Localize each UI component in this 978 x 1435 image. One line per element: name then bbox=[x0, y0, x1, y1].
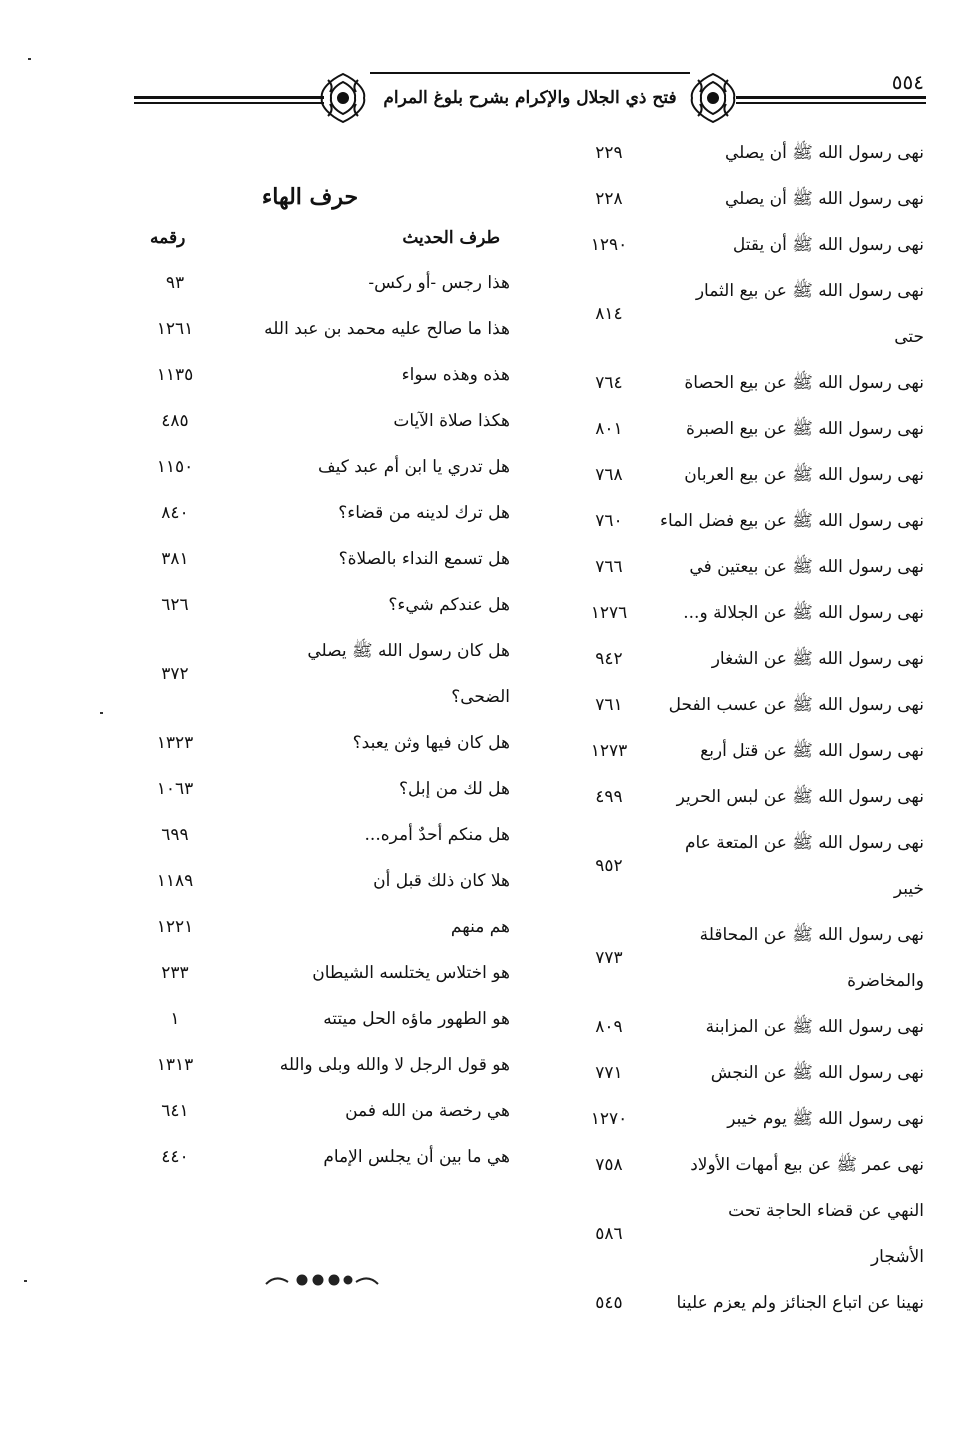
entry-number: ٨١٤ bbox=[595, 304, 623, 324]
entry-text-line: هكذا صلاة الآيات bbox=[393, 411, 510, 431]
entry-number: ٧٦٨ bbox=[595, 465, 623, 485]
entry-number: ٧٦٤ bbox=[595, 373, 623, 393]
entry-text bbox=[669, 268, 924, 360]
entry-text bbox=[270, 536, 510, 582]
entry-number: ١٢٢١ bbox=[156, 917, 194, 937]
entry-text-line: هل تسمع النداء بالصلاة؟ bbox=[338, 549, 510, 569]
entry-number: ٩٤٢ bbox=[595, 649, 623, 669]
header-rule-top bbox=[370, 72, 690, 74]
entry-text bbox=[669, 1280, 924, 1326]
entry-text bbox=[669, 820, 924, 912]
entry-text bbox=[270, 904, 510, 950]
entry-text-line: نهى رسول الله ﷺ عن بيع العربان bbox=[684, 465, 924, 485]
entry-text-line: هو الطهور ماؤه الحل ميتته bbox=[323, 1009, 510, 1029]
index-row-right bbox=[579, 498, 924, 544]
entry-text bbox=[669, 636, 924, 682]
entry-text bbox=[669, 1096, 924, 1142]
closing-ornament-icon bbox=[262, 1268, 382, 1292]
index-row-right bbox=[579, 544, 924, 590]
entry-number: ١٣٢٣ bbox=[156, 733, 194, 753]
entry-number: ٢٢٩ bbox=[595, 143, 623, 163]
entry-text bbox=[669, 1142, 924, 1188]
entry-text bbox=[669, 176, 924, 222]
entry-number: ٧٦٦ bbox=[595, 557, 623, 577]
page-header bbox=[130, 62, 930, 132]
entry-text bbox=[270, 398, 510, 444]
entry-text-continuation: والمخاضرة bbox=[847, 971, 924, 991]
entry-number: ٥٨٦ bbox=[595, 1224, 623, 1244]
entry-text-line: نهينا عن اتباع الجنائز ولم يعزم علينا bbox=[676, 1293, 924, 1313]
entry-number: ٤٤٠ bbox=[161, 1147, 189, 1167]
entry-number: ٩٣ bbox=[165, 273, 185, 293]
index-row-right bbox=[579, 176, 924, 222]
index-row-right bbox=[579, 1096, 924, 1142]
entry-text-line: نهى رسول الله ﷺ عن قتل أربع bbox=[700, 741, 924, 761]
entry-text bbox=[669, 682, 924, 728]
entry-text-line: نهى رسول الله ﷺ أن يقتل bbox=[732, 235, 924, 255]
entry-number: ٦٤١ bbox=[161, 1101, 189, 1121]
entry-text-line: هذا ما صالح عليه محمد بن عبد الله bbox=[264, 319, 510, 339]
entry-number: ١٢٧٠ bbox=[590, 1109, 628, 1129]
index-row-right bbox=[579, 1280, 924, 1326]
entry-number: ٣٧٢ bbox=[161, 664, 189, 684]
entry-text bbox=[270, 720, 510, 766]
index-row-left bbox=[140, 996, 510, 1042]
index-row-left bbox=[140, 766, 510, 812]
entry-text bbox=[270, 766, 510, 812]
entry-text-line: نهى رسول الله ﷺ يوم خيبر bbox=[727, 1109, 924, 1129]
index-row-right bbox=[579, 682, 924, 728]
index-row-right bbox=[579, 590, 924, 636]
entry-number: ٦٩٩ bbox=[161, 825, 189, 845]
index-row-left bbox=[140, 398, 510, 444]
entry-text bbox=[270, 1134, 510, 1180]
index-row-left bbox=[140, 1088, 510, 1134]
entry-text-line: هو اختلاس يختلسه الشيطان bbox=[312, 963, 510, 983]
entry-text bbox=[669, 222, 924, 268]
entry-text-line: هل منكم أحدٌ أمره... bbox=[364, 825, 510, 845]
entry-text bbox=[270, 996, 510, 1042]
entry-number: ٨٠٩ bbox=[595, 1017, 623, 1037]
section-title: حرف الهاء bbox=[261, 184, 359, 210]
page-number: ٥٥٤ bbox=[891, 70, 924, 94]
entry-text-line: نهى رسول الله ﷺ عن عسب الفحل bbox=[668, 695, 924, 715]
header-rule-right-thin bbox=[736, 102, 926, 104]
index-row-left bbox=[140, 858, 510, 904]
index-row-right bbox=[579, 728, 924, 774]
entry-text bbox=[669, 544, 924, 590]
entry-number: ٥٤٥ bbox=[595, 1293, 623, 1313]
index-row-right bbox=[579, 452, 924, 498]
entry-number: ١٢٩٠ bbox=[590, 235, 628, 255]
scan-speck bbox=[28, 58, 31, 60]
entry-text-line: نهى رسول الله ﷺ أن يصلي bbox=[724, 189, 924, 209]
entry-number: ٤٨٥ bbox=[161, 411, 189, 431]
entry-text-line: نهى عمر ﷺ عن بيع أمهات الأولاد bbox=[690, 1155, 924, 1175]
column-header-text: طرف الحديث bbox=[402, 228, 500, 248]
entry-text bbox=[669, 1004, 924, 1050]
entry-text bbox=[669, 360, 924, 406]
index-row-right bbox=[579, 820, 924, 912]
index-row-left bbox=[140, 536, 510, 582]
entry-text-continuation: خيبر bbox=[893, 879, 924, 899]
entry-text-line: هل لك من إبل؟ bbox=[399, 779, 510, 799]
index-row-right bbox=[579, 130, 924, 176]
index-row-left bbox=[140, 904, 510, 950]
column-header-number: رقمه bbox=[150, 228, 186, 248]
entry-text-line: نهى رسول الله ﷺ عن بيع الحصاة bbox=[684, 373, 924, 393]
index-row-right bbox=[579, 912, 924, 1004]
running-title: فتح ذي الجلال والإكرام بشرح بلوغ المرام bbox=[383, 88, 677, 108]
index-row-right bbox=[579, 222, 924, 268]
entry-text-line: هل ترك لدينه من قضاء؟ bbox=[338, 503, 510, 523]
entry-text bbox=[270, 352, 510, 398]
scan-speck bbox=[100, 712, 103, 714]
entry-number: ٧٦٠ bbox=[595, 511, 623, 531]
entry-text-continuation: الضحى؟ bbox=[451, 687, 510, 707]
entry-text bbox=[270, 628, 510, 720]
index-column-left bbox=[140, 260, 510, 1180]
entry-text-line: نهى رسول الله ﷺ عن النجش bbox=[710, 1063, 924, 1083]
entry-text-line: هي ما بين أن يجلس الإمام bbox=[323, 1147, 510, 1167]
entry-number: ٧٦١ bbox=[595, 695, 623, 715]
entry-text-line: هي رخصة من الله فمن bbox=[345, 1101, 510, 1121]
entry-text-line: نهى رسول الله ﷺ عن بيع فضل الماء bbox=[660, 511, 924, 531]
index-row-right bbox=[579, 360, 924, 406]
index-row-left bbox=[140, 628, 510, 720]
entry-text-line: نهى رسول الله ﷺ عن المزابنة bbox=[705, 1017, 924, 1037]
entry-number: ١١٨٩ bbox=[156, 871, 194, 891]
entry-text bbox=[669, 774, 924, 820]
header-ornament-right-icon bbox=[686, 70, 740, 126]
index-row-left bbox=[140, 490, 510, 536]
header-ornament-left-icon bbox=[316, 70, 370, 126]
entry-text-continuation: حتى bbox=[894, 327, 924, 347]
entry-number: ١٠٦٣ bbox=[156, 779, 194, 799]
entry-text bbox=[669, 130, 924, 176]
entry-text-line: نهى رسول الله ﷺ عن المحاقلة bbox=[699, 925, 924, 945]
entry-number: ١١٥٠ bbox=[156, 457, 194, 477]
index-row-right bbox=[579, 1142, 924, 1188]
entry-text-line: نهى رسول الله ﷺ عن بيع الصبرة bbox=[686, 419, 924, 439]
entry-text-line: نهى رسول الله ﷺ عن بيعتين في bbox=[689, 557, 924, 577]
entry-text bbox=[270, 444, 510, 490]
index-row-left bbox=[140, 352, 510, 398]
entry-text bbox=[669, 1188, 924, 1280]
entry-text-line: نهى رسول الله ﷺ عن المتعة عام bbox=[684, 833, 924, 853]
entry-number: ٩٥٢ bbox=[595, 856, 623, 876]
index-row-left bbox=[140, 306, 510, 352]
entry-number: ١٢٧٦ bbox=[590, 603, 628, 623]
entry-text-line: نهى رسول الله ﷺ عن بيع الثمار bbox=[695, 281, 924, 301]
scan-speck bbox=[24, 1280, 27, 1282]
entry-text bbox=[660, 498, 924, 544]
entry-number: ١١٣٥ bbox=[156, 365, 194, 385]
entry-text-line: النهي عن قضاء الحاجة تحت bbox=[728, 1201, 924, 1221]
entry-text bbox=[270, 950, 510, 996]
entry-text-line: هذه وهذه سواء bbox=[401, 365, 510, 385]
index-row-left bbox=[140, 582, 510, 628]
entry-number: ١٣١٣ bbox=[156, 1055, 194, 1075]
index-row-right bbox=[579, 268, 924, 360]
index-row-left bbox=[140, 1042, 510, 1088]
index-row-right bbox=[579, 1188, 924, 1280]
entry-number: ٢٣٣ bbox=[161, 963, 189, 983]
entry-number: ٧٧١ bbox=[595, 1063, 623, 1083]
entry-text bbox=[270, 582, 510, 628]
entry-text bbox=[270, 1088, 510, 1134]
entry-text-line: هذا رجس -أو ركس- bbox=[368, 273, 510, 293]
entry-text bbox=[264, 306, 510, 352]
entry-text bbox=[270, 1042, 510, 1088]
entry-text-line: هم منهم bbox=[450, 917, 510, 937]
entry-number: ١ bbox=[170, 1009, 180, 1029]
entry-text bbox=[270, 812, 510, 858]
entry-number: ٧٧٣ bbox=[595, 948, 623, 968]
index-row-right bbox=[579, 1004, 924, 1050]
entry-text bbox=[270, 858, 510, 904]
entry-text-line: نهى رسول الله ﷺ عن الجلالة و... bbox=[683, 603, 924, 623]
entry-text bbox=[669, 452, 924, 498]
header-rule-left bbox=[134, 96, 324, 99]
entry-number: ٢٢٨ bbox=[595, 189, 623, 209]
index-column-right bbox=[579, 130, 924, 1326]
entry-text bbox=[669, 728, 924, 774]
entry-text-line: هو قول الرجل لا والله وبلى والله bbox=[279, 1055, 510, 1075]
entry-text-line: نهى رسول الله ﷺ أن يصلي bbox=[724, 143, 924, 163]
entry-text-continuation: الأشجار bbox=[870, 1247, 924, 1267]
entry-text-line: هل عندكم شيء؟ bbox=[388, 595, 510, 615]
index-row-left bbox=[140, 1134, 510, 1180]
entry-text-line: هل كان رسول الله ﷺ يصلي bbox=[307, 641, 510, 661]
entry-text bbox=[669, 1050, 924, 1096]
entry-text bbox=[669, 406, 924, 452]
entry-text-line: هلا كان ذلك قبل أن bbox=[373, 871, 510, 891]
entry-number: ١٢٦١ bbox=[156, 319, 194, 339]
entry-number: ٨٠١ bbox=[595, 419, 623, 439]
index-row-left bbox=[140, 812, 510, 858]
entry-number: ٣٨١ bbox=[161, 549, 189, 569]
entry-text-line: نهى رسول الله ﷺ عن لبس الحرير bbox=[676, 787, 924, 807]
entry-text-line: هل تدري يا ابن أم عبد كيف bbox=[317, 457, 510, 477]
header-rule-left-thin bbox=[134, 102, 324, 104]
entry-text bbox=[270, 260, 510, 306]
index-row-right bbox=[579, 406, 924, 452]
entry-number: ٨٤٠ bbox=[161, 503, 189, 523]
index-row-left bbox=[140, 950, 510, 996]
entry-text-line: نهى رسول الله ﷺ عن الشغار bbox=[711, 649, 924, 669]
entry-text bbox=[669, 590, 924, 636]
entry-number: ٦٢٦ bbox=[161, 595, 189, 615]
header-rule-right bbox=[736, 96, 926, 99]
entry-number: ٧٥٨ bbox=[595, 1155, 623, 1175]
entry-text bbox=[669, 912, 924, 1004]
index-row-left bbox=[140, 720, 510, 766]
entry-number: ١٢٧٣ bbox=[590, 741, 628, 761]
entry-text-line: هل كان فيها وثن يعبد؟ bbox=[352, 733, 510, 753]
index-row-left bbox=[140, 444, 510, 490]
entry-number: ٤٩٩ bbox=[595, 787, 623, 807]
index-row-left bbox=[140, 260, 510, 306]
index-row-right bbox=[579, 774, 924, 820]
index-row-right bbox=[579, 636, 924, 682]
entry-text bbox=[270, 490, 510, 536]
index-row-right bbox=[579, 1050, 924, 1096]
